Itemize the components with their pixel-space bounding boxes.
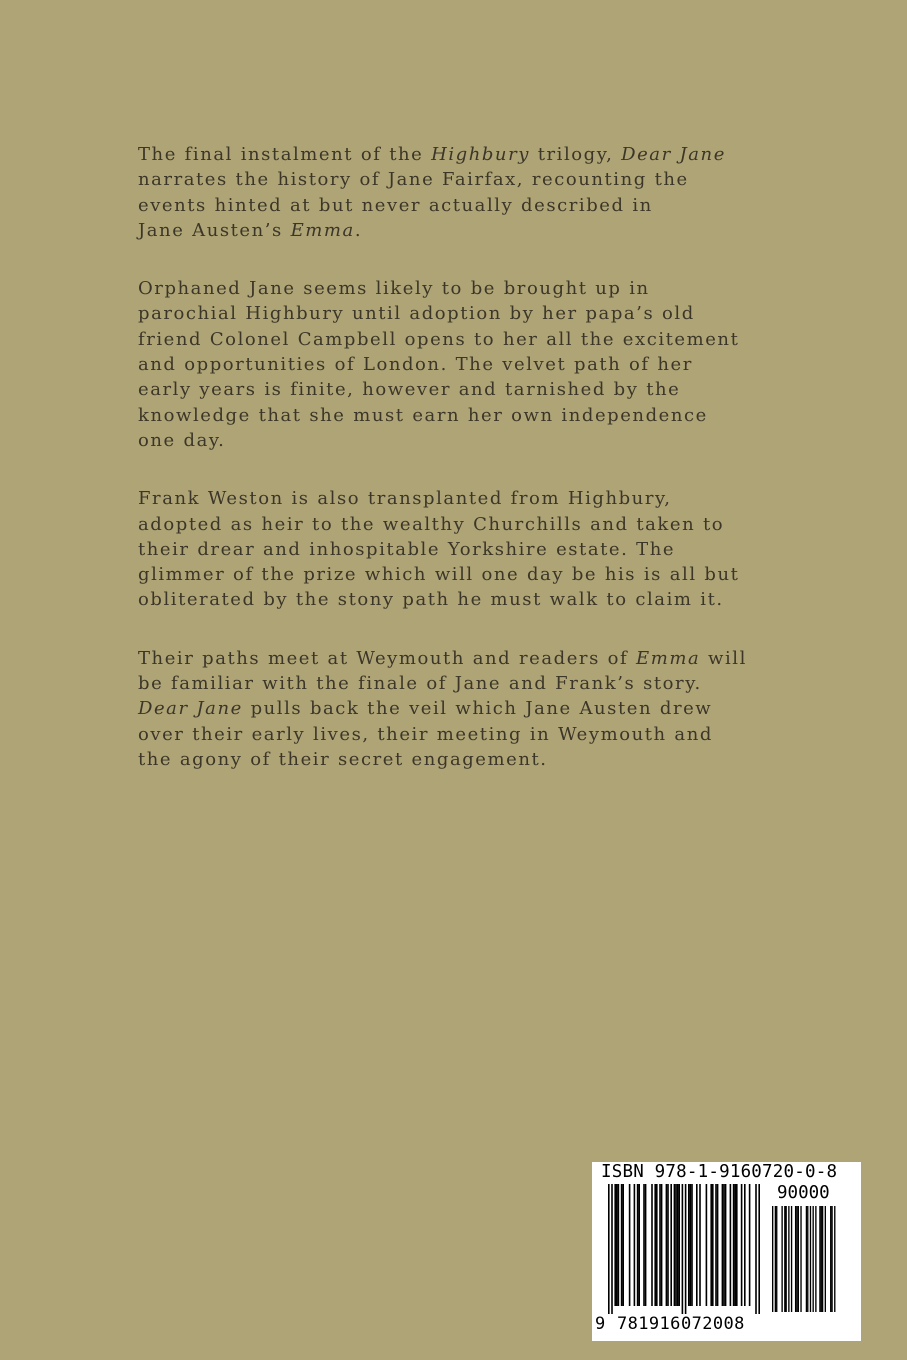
barcode-bar [629,1184,631,1306]
italic-title-text: Emma [636,647,701,669]
blurb-line [138,646,768,671]
blurb-paragraph [138,646,768,772]
barcode-bar [699,1184,701,1306]
blurb-line [138,167,768,192]
barcode-bar [666,1184,668,1306]
barcode-bar [685,1184,687,1314]
blurb-text: pulls back the veil which Jane Austen drew [242,698,713,720]
barcode-bar [830,1206,831,1312]
barcode-bar [825,1206,826,1312]
blurb-text: knowledge that she must earn her own independence [138,404,708,426]
blurb-text: . [354,219,363,241]
blurb-line [138,276,768,301]
ean-right-digits: 072008 [681,1314,745,1334]
italic-title-text: Highbury [431,144,530,165]
barcode-bar [834,1206,835,1312]
barcode-bar [775,1206,776,1312]
blurb-text: parochial Highbury until adoption by her papa’s old [138,303,695,325]
blurb-text: will [700,647,747,669]
barcode-bar [690,1184,692,1306]
barcode-bar [807,1206,808,1312]
blurb-text: their drear and inhospitable Yorkshire estate. The [138,538,676,560]
blurb-line [138,428,768,453]
ean-first-digit: 9 [595,1314,606,1334]
blurb-line [138,562,768,587]
barcode-bar [621,1184,623,1306]
barcode-bar [813,1206,814,1312]
blurb-text: Frank Weston is also transplanted from Highbury, [138,488,672,510]
blurb-line [138,377,768,402]
barcode-bar [722,1184,724,1306]
italic-title-text: Dear Jane [138,698,243,720]
barcode-bar [643,1184,645,1306]
blurb-paragraph [138,276,768,453]
barcode-bar [715,1184,717,1306]
blurb-text: Their paths meet at Weymouth and readers of [138,647,637,669]
barcode-bar [781,1206,782,1312]
barcode-bar [674,1184,676,1306]
barcode-bar [678,1184,680,1306]
blurb-text: the agony of their secret engagement. [138,748,548,770]
barcode-bar [710,1184,712,1306]
blurb-text: narrates the history of Jane Fairfax, recounting the [138,169,689,191]
barcode-bar [675,1184,677,1306]
barcode-bar [654,1184,656,1306]
barcode-bar [791,1206,792,1312]
barcode-bar [795,1206,796,1312]
back-cover-blurb [138,142,768,805]
barcode-bar [614,1184,616,1306]
barcode-bar [788,1206,789,1312]
barcode-bar [682,1184,684,1314]
blurb-line [138,512,768,537]
blurb-line [138,747,768,772]
isbn-barcode-block [592,1162,861,1341]
blurb-line [138,722,768,747]
barcode-bar [717,1184,719,1306]
barcode-bar [638,1184,640,1306]
barcode-bar [758,1184,760,1314]
barcode-bar [831,1206,832,1312]
ean-left-digits: 781916 [617,1314,681,1334]
blurb-line [138,352,768,377]
barcode-bar [608,1184,610,1314]
blurb-line [138,587,768,612]
barcode-bar [725,1184,727,1306]
blurb-line [138,403,768,428]
blurb-line [138,671,768,696]
barcode-bar [800,1206,801,1312]
barcode-bar [741,1184,743,1306]
italic-title-text: Dear Jane [621,144,726,165]
barcode-bar [798,1206,799,1312]
blurb-line [138,696,768,721]
barcode-bar [730,1184,732,1306]
barcode-bar [651,1184,653,1306]
italic-title-text: Emma [290,219,355,241]
price-code-label: 90000 [777,1183,830,1203]
blurb-text: friend Colonel Campbell opens to her all the excitement [138,328,740,350]
addon-barcode [772,1206,836,1314]
barcode-bar [776,1206,777,1312]
blurb-line [138,537,768,562]
barcode-bar [618,1184,620,1306]
barcode-bar [712,1184,714,1306]
barcode-bar [821,1206,822,1312]
barcode-bar [637,1184,639,1306]
blurb-text: adopted as heir to the wealthy Churchills and taken to [138,513,725,535]
blurb-text: be familiar with the finale of Jane and Frank’s story. [138,673,702,695]
barcode-bar [749,1184,751,1306]
blurb-line [138,327,768,352]
barcode-bar [810,1206,811,1312]
barcode-bar [734,1184,736,1306]
barcode-bar [661,1184,663,1306]
blurb-text: early years is finite, however and tarnished by the [138,379,681,401]
barcode-bar [819,1206,820,1312]
barcode-bar [616,1184,618,1306]
barcode-bar [688,1184,690,1306]
barcode-bar [736,1184,738,1306]
barcode-bar [677,1184,679,1306]
blurb-text: events hinted at but never actually described in [138,194,653,216]
blurb-line [138,218,768,243]
barcode-bar [744,1184,746,1306]
barcode-bar [667,1184,669,1306]
barcode-bar [822,1206,823,1312]
blurb-paragraph [138,486,768,612]
barcode-bar [784,1206,785,1312]
blurb-line [138,486,768,511]
barcode-bar [733,1184,735,1306]
blurb-text: over their early lives, their meeting in Weymouth and [138,723,713,745]
barcode-bar [806,1206,807,1312]
blurb-text: Orphaned Jane seems likely to be brought up in [138,278,650,300]
barcode-bar [796,1206,797,1312]
blurb-line [138,142,768,167]
blurb-line [138,301,768,326]
blurb-text: and opportunities of London. The velvet path of her [138,354,693,376]
blurb-text: Jane Austen’s [138,219,291,241]
barcode-bar [659,1184,661,1306]
blurb-text: glimmer of the prize which will one day be his is all but [138,564,740,586]
barcode-bar [622,1184,624,1306]
barcode-bar [706,1184,708,1306]
barcode-bar [611,1184,613,1314]
barcode-bar [645,1184,647,1306]
barcode-bar [691,1184,693,1306]
blurb-line [138,193,768,218]
blurb-text: The final instalment of the [138,144,432,165]
barcode-bar [786,1206,787,1312]
ean13-barcode [608,1184,768,1314]
blurb-text: trilogy, [529,144,622,165]
barcode-bar [670,1184,672,1306]
barcode-bar [634,1184,636,1306]
blurb-paragraph [138,142,768,243]
barcode-bar [772,1206,773,1312]
isbn-label: ISBN 978-1-9160720-0-8 [601,1162,838,1182]
barcode-bar [723,1184,725,1306]
barcode-bar [696,1184,698,1306]
barcode-bar [656,1184,658,1306]
barcode-bar [815,1206,816,1312]
blurb-text: obliterated by the stony path he must walk to claim it. [138,589,724,611]
blurb-text: one day. [138,429,226,451]
barcode-bar [755,1184,757,1314]
